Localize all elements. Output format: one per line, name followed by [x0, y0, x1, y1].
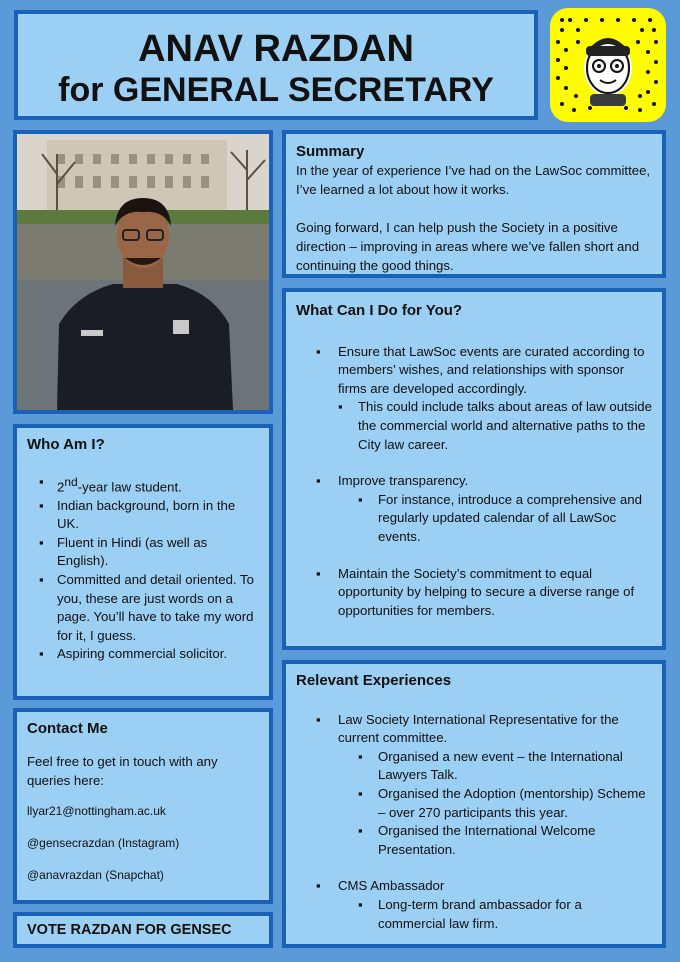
snapcode-graphic: [550, 8, 666, 122]
list-item: ▪ For instance, introduce a comprehensive and regularly updated calendar of all LawSoc events.: [296, 491, 652, 547]
year-suffix: nd: [64, 474, 78, 489]
what-heading: What Can I Do for You?: [296, 302, 463, 319]
sub-list: [296, 491, 652, 547]
list-item-text: CMS Ambassador: [338, 878, 445, 894]
list-item: ▪ This could include talks about areas of law outside the commercial world and alternative paths to the City law career.: [296, 398, 652, 454]
snapchat-link[interactable]: @anavrazdan (Snapchat): [27, 868, 164, 883]
contact-panel: [13, 708, 273, 904]
candidate-photo-graphic: [17, 134, 269, 410]
title-panel: [14, 10, 538, 120]
vote-banner: VOTE RAZDAN FOR GENSEC: [13, 912, 273, 948]
list-item-text: Improve transparency.: [338, 473, 469, 489]
list-item: [27, 473, 259, 497]
email-link[interactable]: llyar21@nottingham.ac.uk: [27, 804, 166, 819]
snapcode-icon[interactable]: [550, 8, 666, 122]
summary-heading: Summary: [296, 143, 365, 160]
list-item: ▪ Organised the International Welcome Presentation.: [296, 822, 652, 859]
relevant-list: [296, 711, 652, 934]
relevant-experiences-panel: [282, 660, 666, 948]
who-am-i-panel: [13, 424, 273, 700]
list-item: ▪ Committed and detail oriented. To you, these are just words on a page. You’ll have to take my word for it, I guess.: [27, 571, 259, 645]
list-item: ▪ Organised the Adoption (mentorship) Scheme – over 270 participants this year.: [296, 785, 652, 822]
contact-heading: Contact Me: [27, 720, 108, 737]
list-item: [296, 343, 652, 455]
list-item-text: Ensure that LawSoc events are curated according to members’ wishes, and relationships with sponsor firms are developed accordingly.: [338, 343, 645, 396]
sub-list: [296, 748, 652, 860]
relevant-heading: Relevant Experiences: [296, 672, 452, 689]
list-item: ▪ Organised a new event – the International Lawyers Talk.: [296, 748, 652, 785]
list-item: ▪ Maintain the Society’s commitment to equal opportunity by helping to secure a diverse range of opportunities for members.: [296, 565, 652, 621]
what-list: [296, 343, 652, 621]
list-item-text: Law Society International Representative for the current committee.: [338, 711, 619, 746]
list-item: ▪ Indian background, born in the UK.: [27, 497, 259, 534]
what-can-i-do-panel: [282, 288, 666, 650]
year-number: 2: [57, 478, 65, 494]
summary-panel: [282, 130, 666, 278]
list-item: [296, 877, 652, 933]
list-item-text: -year law student.: [77, 478, 182, 494]
candidate-photo: [13, 130, 273, 414]
list-item: ▪ Aspiring commercial solicitor.: [27, 645, 259, 664]
position-title: for GENERAL SECRETARY: [58, 71, 494, 109]
list-item: ▪ Long-term brand ambassador for a commercial law firm.: [296, 896, 652, 933]
summary-paragraph-1: In the year of experience I’ve had on the LawSoc committee, I’ve learned a lot about how it works.: [296, 163, 651, 197]
who-heading: Who Am I?: [27, 436, 105, 453]
sub-list: [296, 896, 652, 933]
candidate-name: ANAV RAZDAN: [138, 28, 414, 70]
list-item: [296, 711, 652, 860]
summary-paragraph-2: Going forward, I can help push the Society in a positive direction – improving in areas where we’ve fallen short and continuing the good things.: [296, 220, 640, 273]
list-item: ▪ Fluent in Hindi (as well as English).: [27, 534, 259, 571]
list-item: [296, 472, 652, 546]
instagram-link[interactable]: @gensecrazdan (Instagram): [27, 836, 180, 851]
who-list: [27, 473, 259, 664]
contact-intro: Feel free to get in touch with any queries here:: [27, 754, 218, 788]
sub-list: [296, 398, 652, 454]
